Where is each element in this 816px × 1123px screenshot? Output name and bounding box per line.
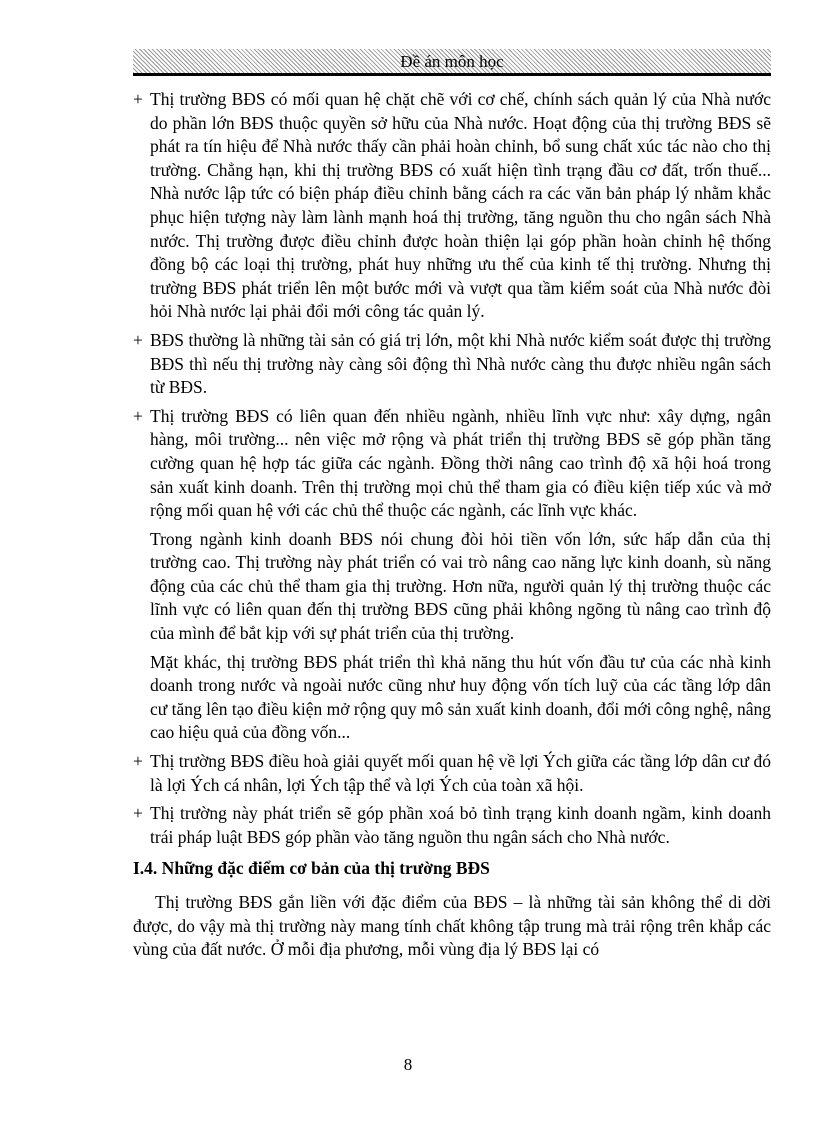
header-title: Đề án môn học [400, 52, 504, 71]
bullet-marker: + [133, 803, 143, 824]
bullet-item-5 [133, 802, 771, 849]
page-number: 8 [403, 1055, 413, 1074]
document-body [133, 88, 771, 962]
bullet-marker: + [133, 89, 143, 109]
bullet-text: Thị trường BĐS có mối quan hệ chặt chẽ với cơ chế, chính sách quản lý của Nhà nước do phần lớn BĐS thuộc quyền sở hữu của Nhà nước. Hoạt động của thị trường BĐS sẽ phát ra tín hiệu để Nhà nước thấy cần phải hoàn chỉnh, bổ sung chất xúc tác nào cho thị trường. Chẳng hạn, khi thị trường BĐS có xuất hiện tình trạng đầu cơ đất, trốn thuế... Nhà nước lập tức có biện pháp điều chỉnh bằng cách ra các văn bản pháp lý nhằm khắc phục hiện tượng này làm lành mạnh hoá thị trường, tăng nguồn thu cho ngân sách Nhà nước. Thị trường được điều chỉnh được hoàn thiện lại góp phần hoàn chỉnh hệ thống đồng bộ các loại thị trường, phát huy những ưu thế của kinh tế thị trường. Nhưng thị trường BĐS phát triển lên một bước mới và vượt qua tầm kiểm soát của Nhà nước đòi hỏi Nhà nước lại phải đổi mới công tác quản lý. [150, 89, 771, 322]
paragraph-1: Trong ngành kinh doanh BĐS nói chung đòi hỏi tiền vốn lớn, sức hấp dẫn của thị trường cao. Thị trường này phát triển có vai trò nâng cao năng lực kinh doanh, sù năng động của các chủ thể tham gia thị trường. Hơn nữa, người quản lý thị trường thuộc các lĩnh vực có liên quan đến thị trường BĐS cũng phải không ngõng tù nâng cao trình độ của mình để bắt kịp với sự phát triển của thị trường. [150, 528, 771, 644]
bullet-marker: + [133, 751, 143, 772]
bullet-text: Thị trường BĐS có liên quan đến nhiều ngành, nhiều lĩnh vực như: xây dựng, ngân hàng, môi trường... nên việc mở rộng và phát triển thị trường BĐS sẽ góp phần tăng cường quan hệ hợp tác giữa các ngành. Đồng thời nâng cao trình độ xã hội hoá trong sản xuất kinh doanh. Trên thị trường mọi chủ thể tham gia có điều kiện tiếp xúc và mở rộng mối quan hệ với các chủ thể thuộc các ngành, các lĩnh vực khác. [150, 405, 771, 521]
bullet-text: Thị trường BĐS điều hoà giải quyết mối quan hệ về lợi Ých giữa các tầng lớp dân cư đó là lợi Ých cá nhân, lợi Ých tập thể và lợi Ých của toàn xã hội. [150, 751, 771, 795]
section-heading: I.4. Những đặc điểm cơ bản của thị trường BĐS [133, 858, 490, 879]
bullet-item-2 [133, 329, 771, 400]
bullet-item-3 [133, 405, 771, 523]
bullet-item-1 [133, 88, 771, 324]
paragraph-2: Mặt khác, thị trường BĐS phát triển thì khả năng thu hút vốn đầu tư của các nhà kinh doanh trong nước và ngoài nước cũng như huy động vốn tích luỹ của các tầng lớp dân cư tăng lên tạo điều kiện mở rộng quy mô sản xuất kinh doanh, đổi mới công nghệ, nâng cao hiệu quả của đồng vốn... [150, 651, 771, 743]
page-header [133, 49, 771, 76]
bullet-text: BĐS thường là những tài sản có giá trị lớn, một khi Nhà nước kiểm soát được thị trường BĐS thì nếu thị trường này càng sôi động thì Nhà nước càng thu được nhiều ngân sách từ BĐS. [150, 329, 771, 398]
bullet-marker: + [133, 405, 143, 426]
section-paragraph: Thị trường BĐS gắn liền với đặc điểm của BĐS – là những tài sản không thể di dời được, do vậy mà thị trường này mang tính chất không tập trung mà trải rộng trên khắp các vùng của đất nước. Ở mỗi địa phương, mỗi vùng địa lý BĐS lại có [133, 892, 771, 960]
bullet-text: Thị trường này phát triển sẽ góp phần xoá bỏ tình trạng kinh doanh ngầm, kinh doanh trái pháp luật BĐS góp phần vào tăng nguồn thu ngân sách cho Nhà nước. [150, 803, 771, 847]
bullet-marker: + [133, 329, 143, 350]
bullet-item-4 [133, 750, 771, 797]
